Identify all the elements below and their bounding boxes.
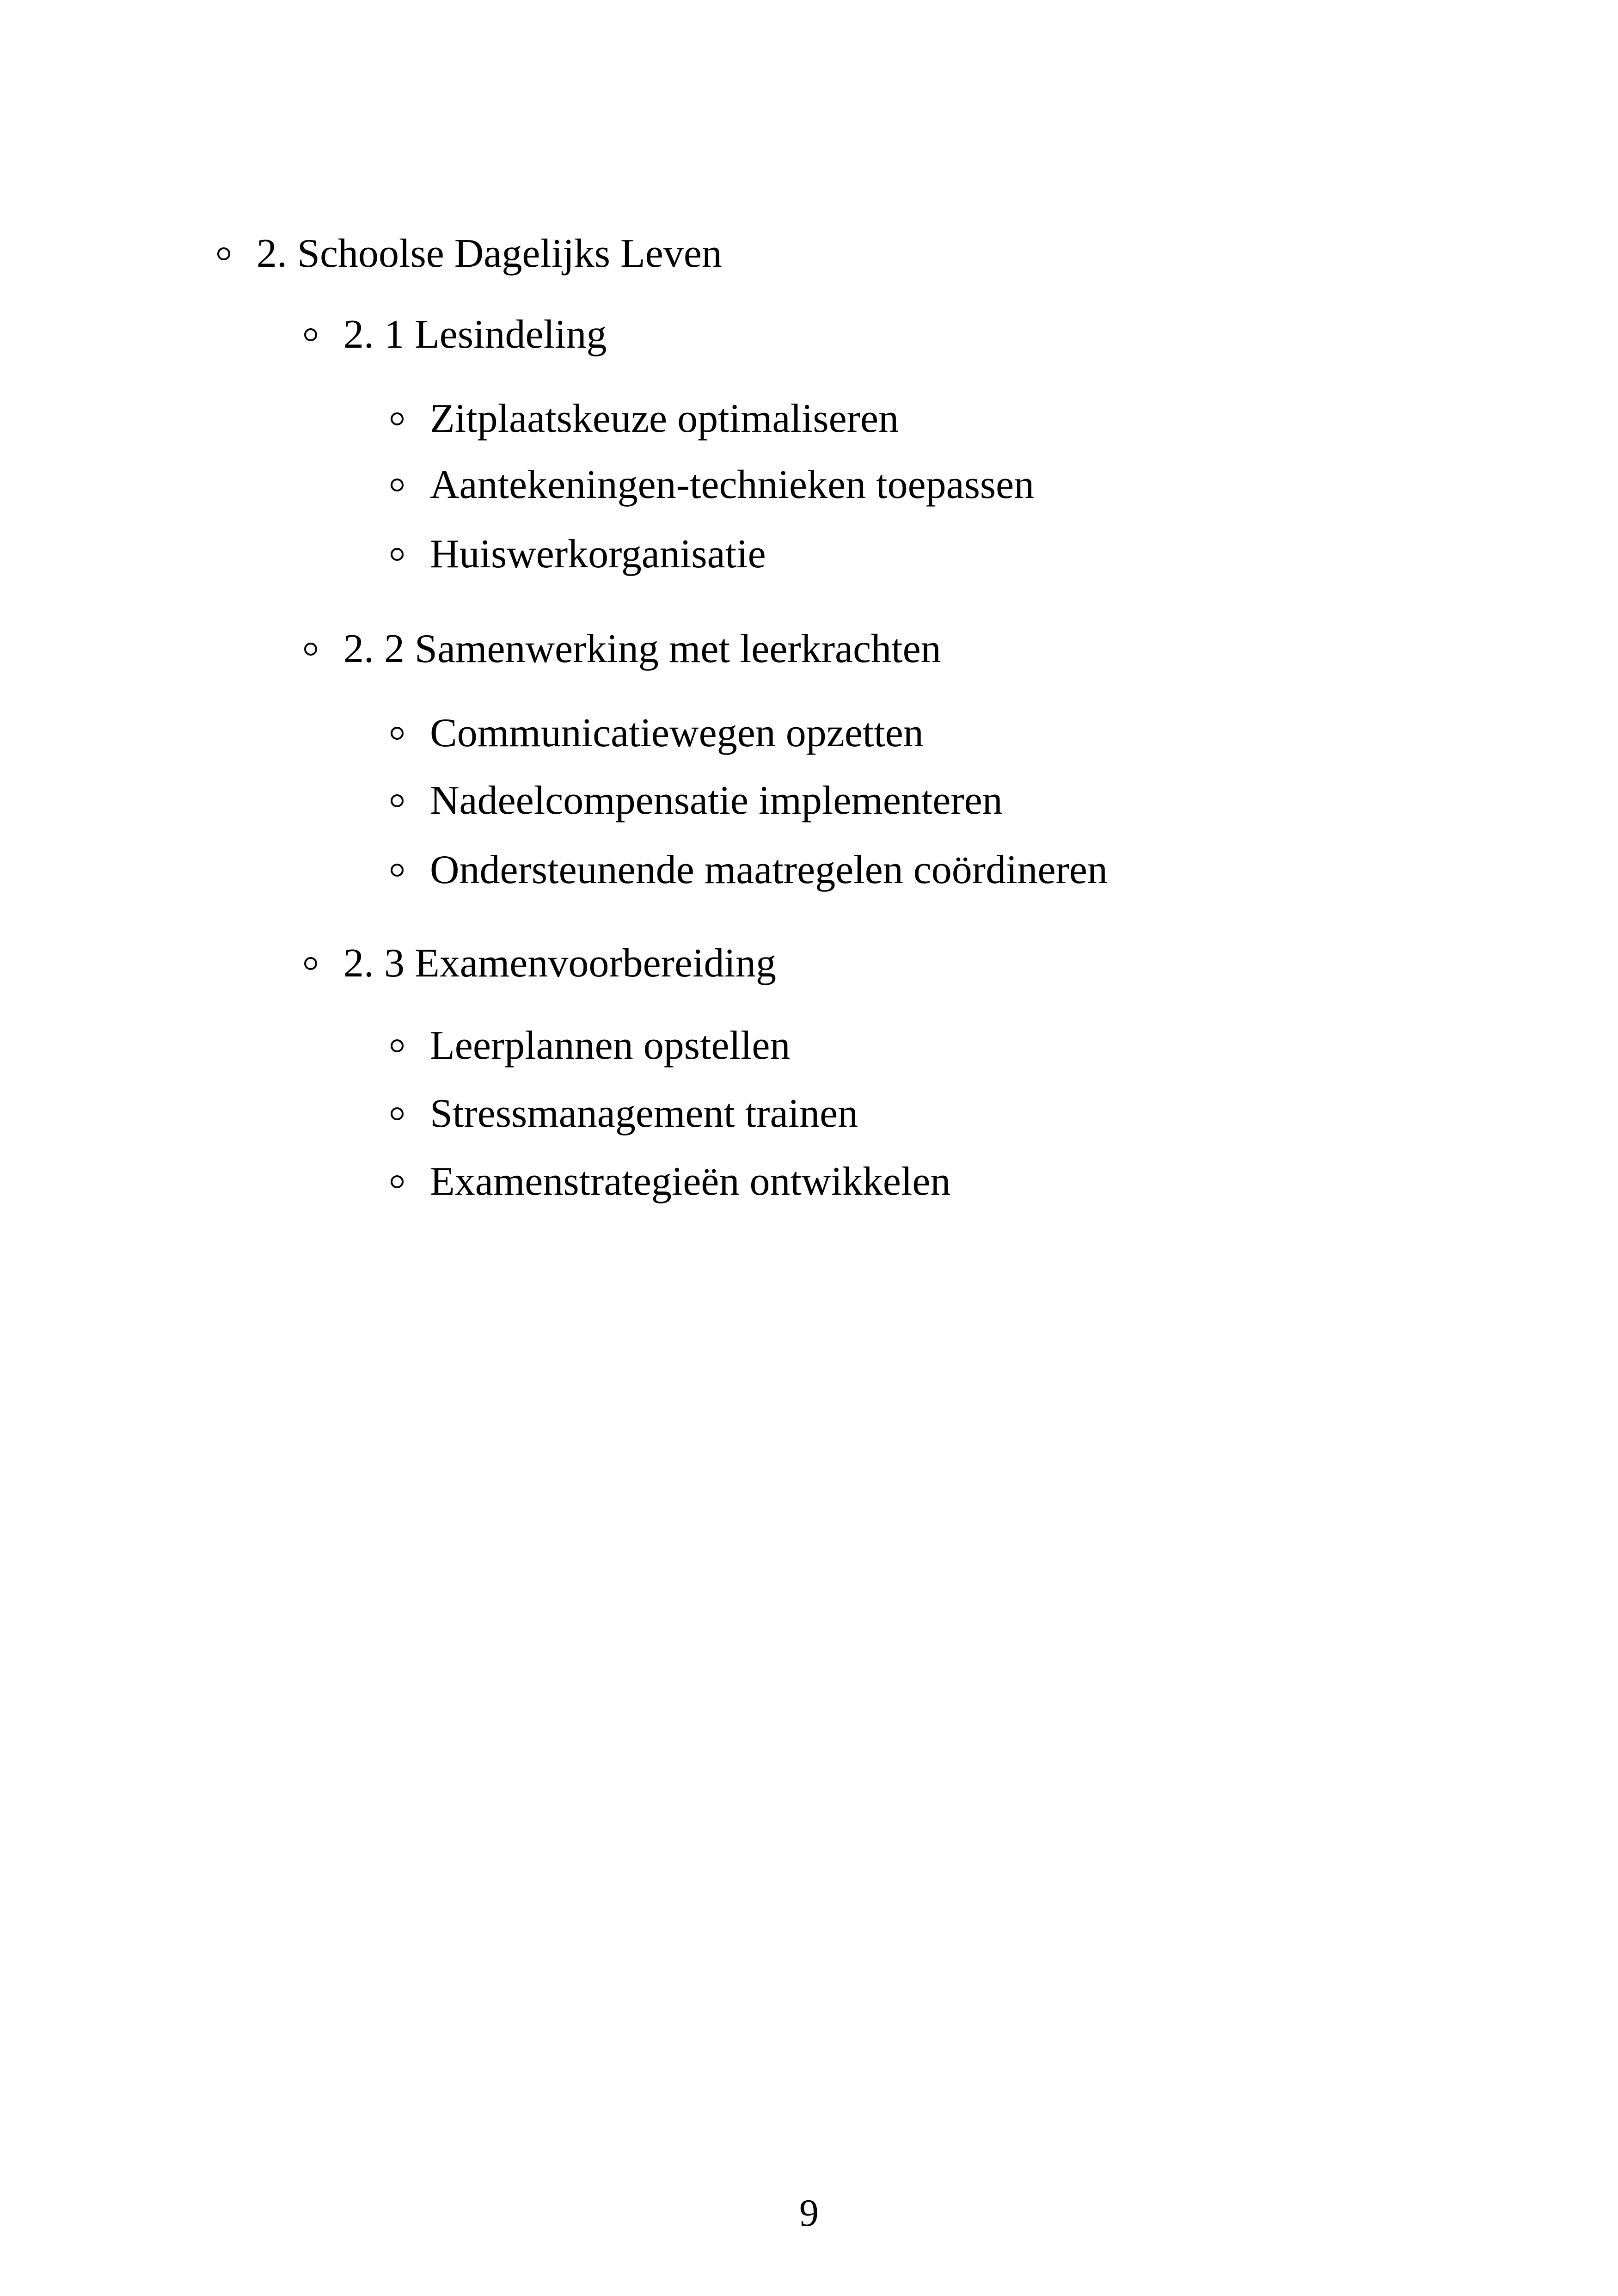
circle-bullet-icon (391, 727, 404, 740)
circle-bullet-icon (304, 957, 317, 970)
circle-bullet-icon (391, 1039, 404, 1052)
list-item-label: Nadeelcompensatie implementeren (430, 778, 1003, 823)
circle-bullet-icon (304, 643, 317, 656)
list-item-label: Zitplaatskeuze optimaliseren (430, 396, 899, 441)
subsection-heading: 2. 3 Examenvoorbereiding (343, 941, 776, 986)
list-item-label: Leerplannen opstellen (430, 1023, 791, 1068)
section-heading: 2. Schoolse Dagelijks Leven (257, 231, 722, 276)
list-item-label: Examenstrategieën ontwikkelen (430, 1159, 951, 1204)
circle-bullet-icon (391, 1107, 404, 1120)
circle-bullet-icon (391, 412, 404, 425)
circle-bullet-icon (304, 328, 317, 341)
list-item-label: Huiswerkorganisatie (430, 532, 766, 577)
circle-bullet-icon (391, 864, 404, 877)
circle-bullet-icon (391, 794, 404, 807)
subsection-heading: 2. 2 Samenwerking met leerkrachten (343, 626, 941, 671)
list-item-label: Stressmanagement trainen (430, 1091, 858, 1136)
circle-bullet-icon (217, 247, 230, 260)
circle-bullet-icon (391, 479, 404, 491)
page-number: 9 (799, 2192, 819, 2235)
list-item-label: Aantekeningen-technieken toepassen (430, 462, 1035, 507)
list-item-label: Ondersteunende maatregelen coördineren (430, 847, 1108, 892)
circle-bullet-icon (391, 1175, 404, 1188)
circle-bullet-icon (391, 548, 404, 561)
subsection-heading: 2. 1 Lesindeling (343, 312, 607, 357)
list-item-label: Communicatiewegen opzetten (430, 711, 924, 755)
